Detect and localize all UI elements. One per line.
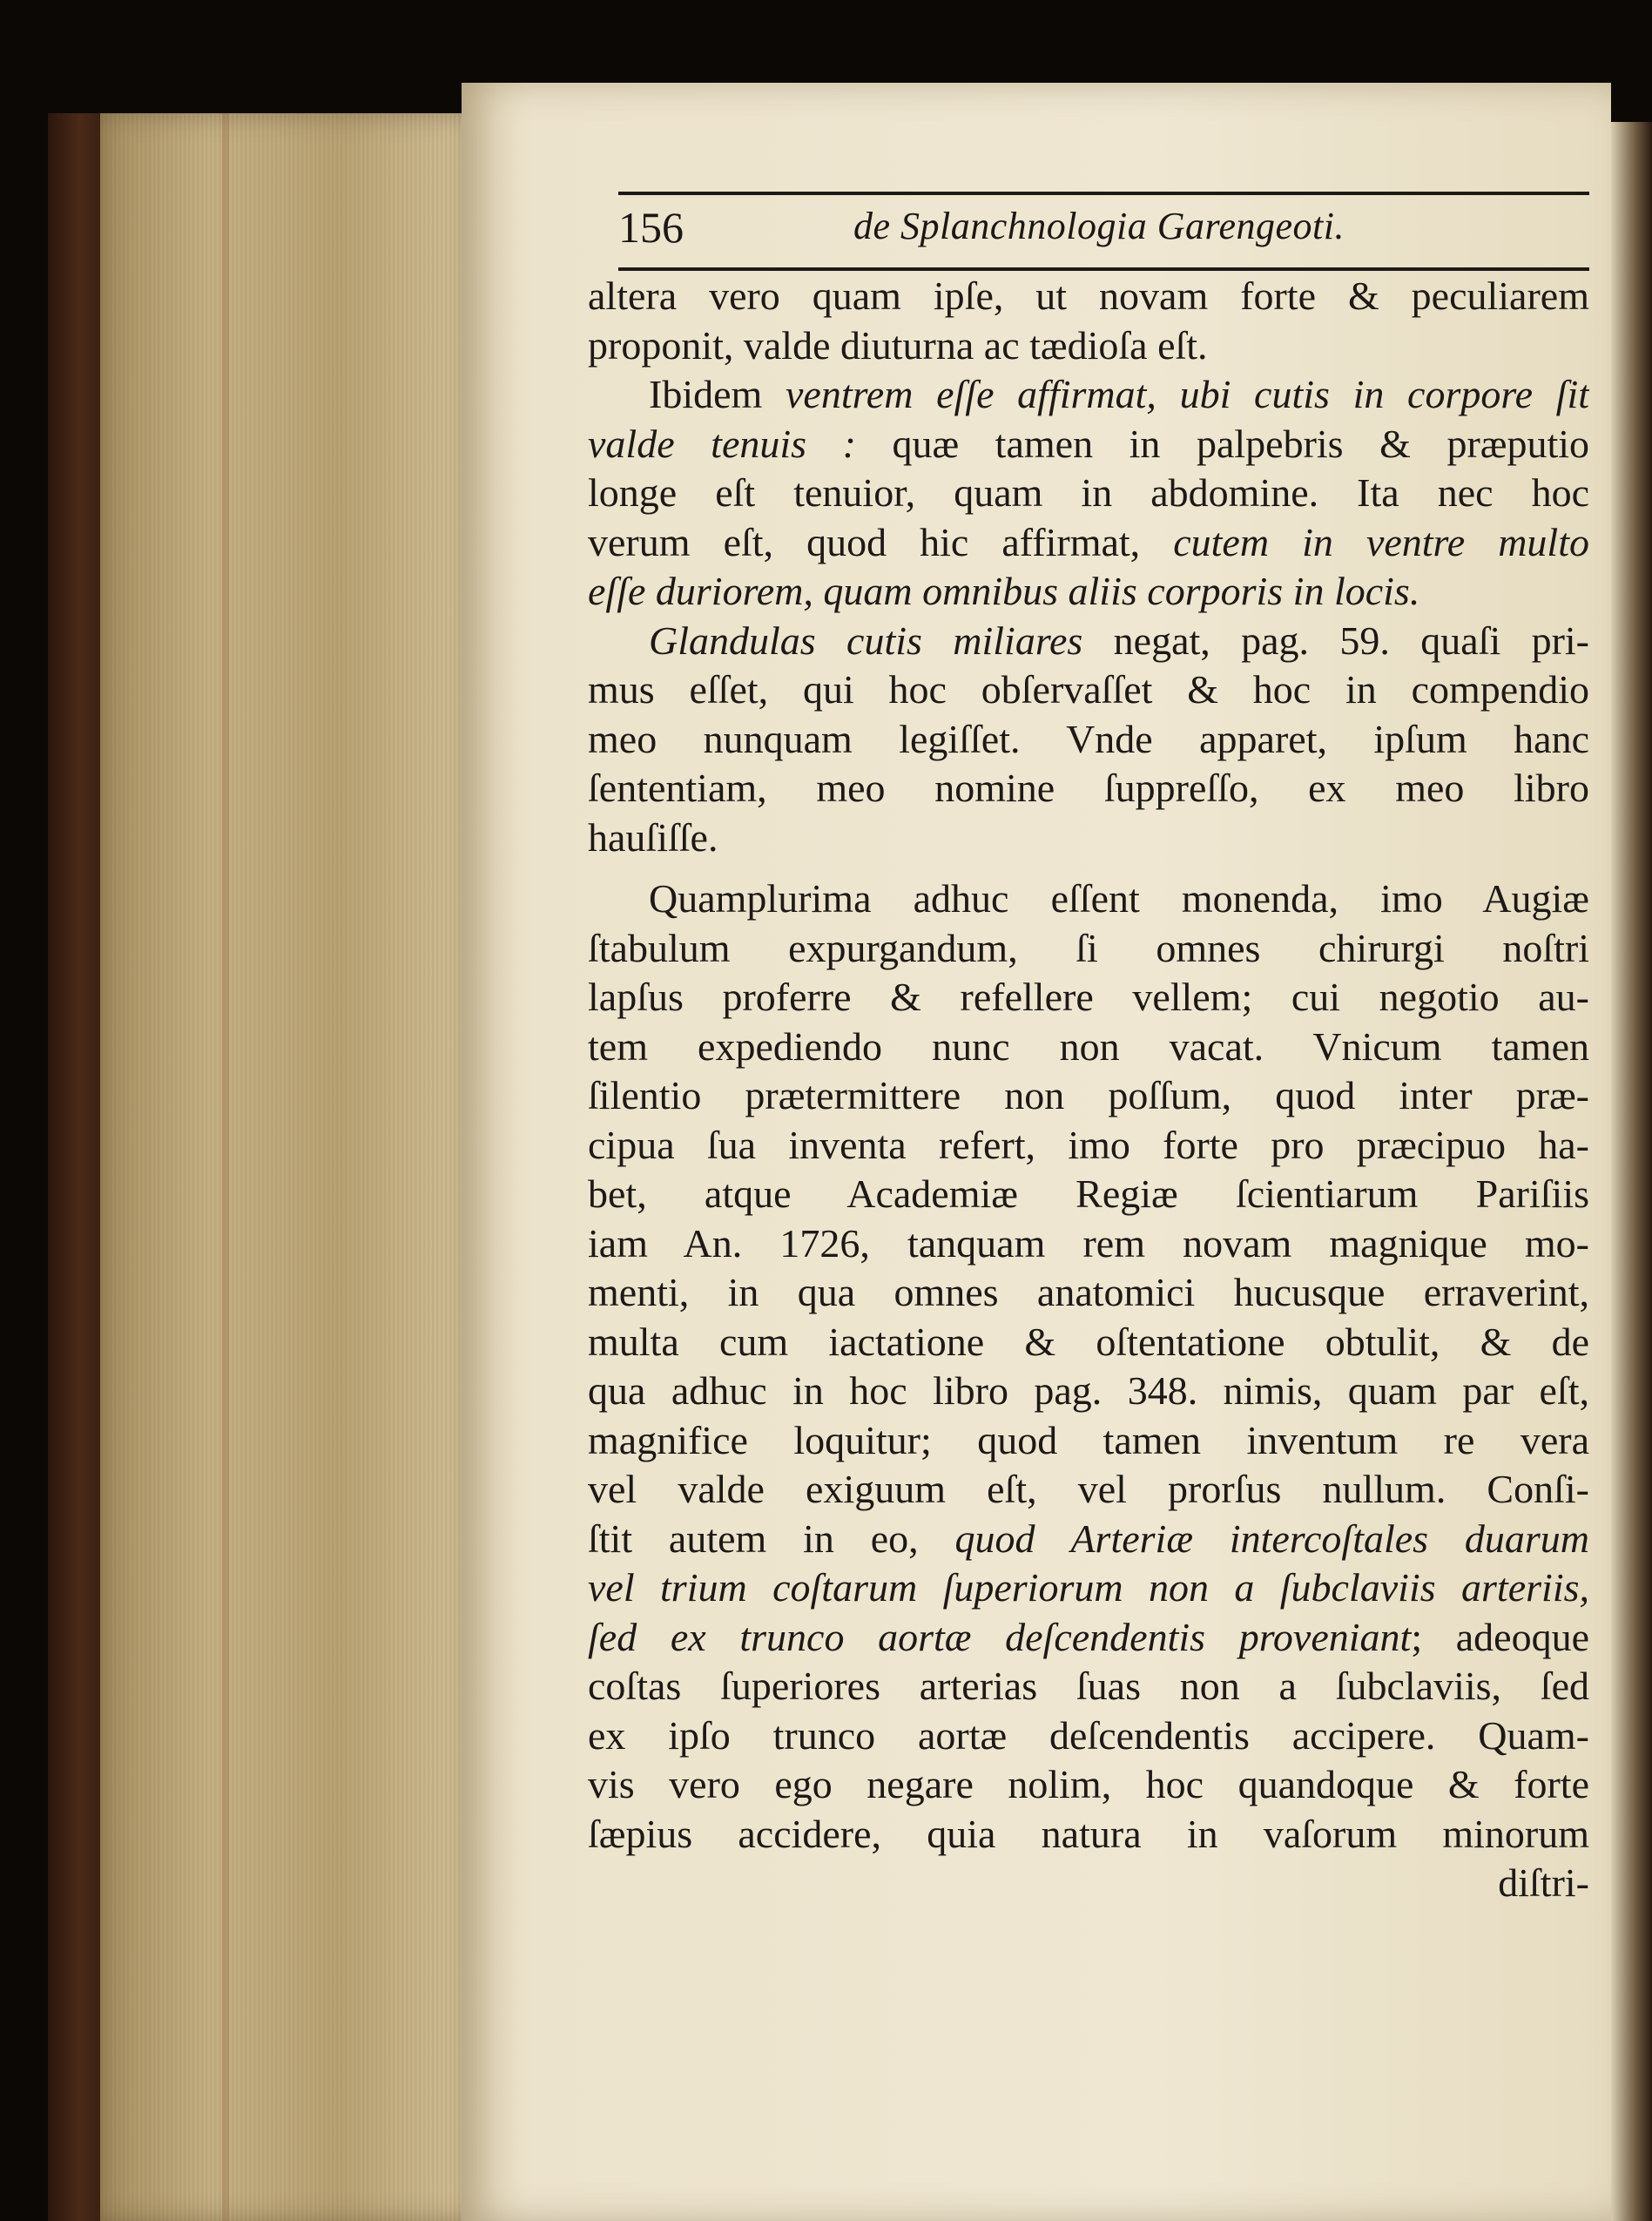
page-block-edges	[100, 113, 470, 2221]
italic-run: valde tenuis :	[588, 421, 893, 466]
page-number: 156	[618, 203, 684, 252]
italic-run: quod Arteriæ intercoſtales duarum	[954, 1516, 1589, 1561]
text-line	[588, 370, 1589, 420]
text-line	[588, 567, 1589, 617]
text-line: proponit, valde diuturna ac tædioſa eſt.	[588, 322, 1208, 368]
body-text	[588, 272, 1589, 1908]
text-line: ſæpius accidere, quia natura in vaſorum minorum	[588, 1811, 1589, 1856]
text-run: verum eſt, quod hic affirmat,	[588, 519, 1174, 564]
text-line	[588, 617, 1589, 666]
text-run: ſtit autem in eo,	[588, 1516, 955, 1561]
text-line: ſilentio prætermittere non poſſum, quod inter præ-	[588, 1073, 1589, 1117]
text-line: cipua ſua inventa refert, imo forte pro præcipuo ha-	[588, 1122, 1589, 1167]
running-head	[618, 185, 1594, 263]
facing-page-edge	[1611, 122, 1652, 2221]
text-run: ; adeoque	[1411, 1614, 1589, 1659]
text-line: menti, in qua omnes anatomici hucusque erraverint,	[588, 1270, 1589, 1314]
text-line: meo nunquam legiſſet. Vnde apparet, ipſum hanc	[588, 716, 1589, 761]
text-line: Quamplurima adhuc eſſent monenda, imo Augiæ	[649, 876, 1589, 921]
text-run: negat, pag. 59. quaſi pri-	[1113, 618, 1589, 663]
running-title: de Splanchnologia Garengeoti.	[853, 205, 1345, 247]
italic-run: ventrem eſſe affirmat, ubi cutis in corpore ſit	[785, 372, 1589, 416]
text-line: vis vero ego negare nolim, hoc quandoque & forte	[588, 1762, 1589, 1806]
header-rule-bottom	[618, 267, 1589, 271]
text-line: ex ipſo trunco aortæ deſcendentis accipere. Quam-	[588, 1712, 1589, 1758]
text-run: Ibidem	[649, 372, 786, 416]
text-line	[588, 518, 1589, 568]
text-line: vel valde exiguum eſt, vel prorſus nullum. Conſi-	[588, 1467, 1589, 1511]
text-line: mus eſſet, qui hoc obſervaſſet & hoc in compendio	[588, 667, 1589, 712]
text-line	[588, 420, 1589, 469]
text-line	[588, 1563, 1589, 1613]
italic-run: vel trium coſtarum ſuperiorum non a ſubclaviis arteriis,	[588, 1565, 1589, 1610]
header-rule-top	[618, 192, 1589, 195]
text-line: hauſiſſe.	[588, 814, 718, 860]
catchword: diſtri-	[1498, 1860, 1589, 1905]
paragraph-gap	[588, 862, 1589, 874]
text-line	[588, 1613, 1589, 1663]
text-line	[588, 1515, 1589, 1564]
text-line: bet, atque Academiæ Regiæ ſcientiarum Pariſiis	[588, 1171, 1589, 1216]
text-line: ſtabulum expurgandum, ſi omnes chirurgi noſtri	[588, 925, 1589, 970]
text-line: coſtas ſuperiores arterias ſuas non a ſubclaviis, ſed	[588, 1664, 1589, 1708]
italic-run: ſed ex trunco aortæ deſcendentis proveniant	[588, 1614, 1412, 1659]
text-line: ſententiam, meo nomine ſuppreſſo, ex meo libro	[588, 766, 1589, 810]
italic-run: Glandulas cutis miliares	[649, 618, 1114, 663]
text-line: multa cum iactatione & oſtentatione obtulit, & de	[588, 1319, 1589, 1364]
text-line: qua adhuc in hoc libro pag. 348. nimis, quam par eſt,	[588, 1368, 1589, 1413]
italic-run: eſſe duriorem, quam omnibus aliis corporis in locis.	[588, 569, 1420, 613]
text-line: longe eſt tenuior, quam in abdomine. Ita nec hoc	[588, 470, 1589, 515]
text-line: lapſus proferre & refellere vellem; cui negotio au-	[588, 975, 1589, 1019]
italic-run: cutem in ventre multo	[1173, 519, 1589, 564]
text-line: altera vero quam ipſe, ut novam forte & peculiarem	[588, 273, 1589, 318]
text-line: magnifice loquitur; quod tamen inventum re vera	[588, 1417, 1589, 1462]
text-line: tem expediendo nunc non vacat. Vnicum tamen	[588, 1023, 1589, 1069]
text-run: quæ tamen in palpebris & præputio	[892, 421, 1589, 466]
text-line: iam An. 1726, tanquam rem novam magnique mo-	[588, 1220, 1589, 1266]
